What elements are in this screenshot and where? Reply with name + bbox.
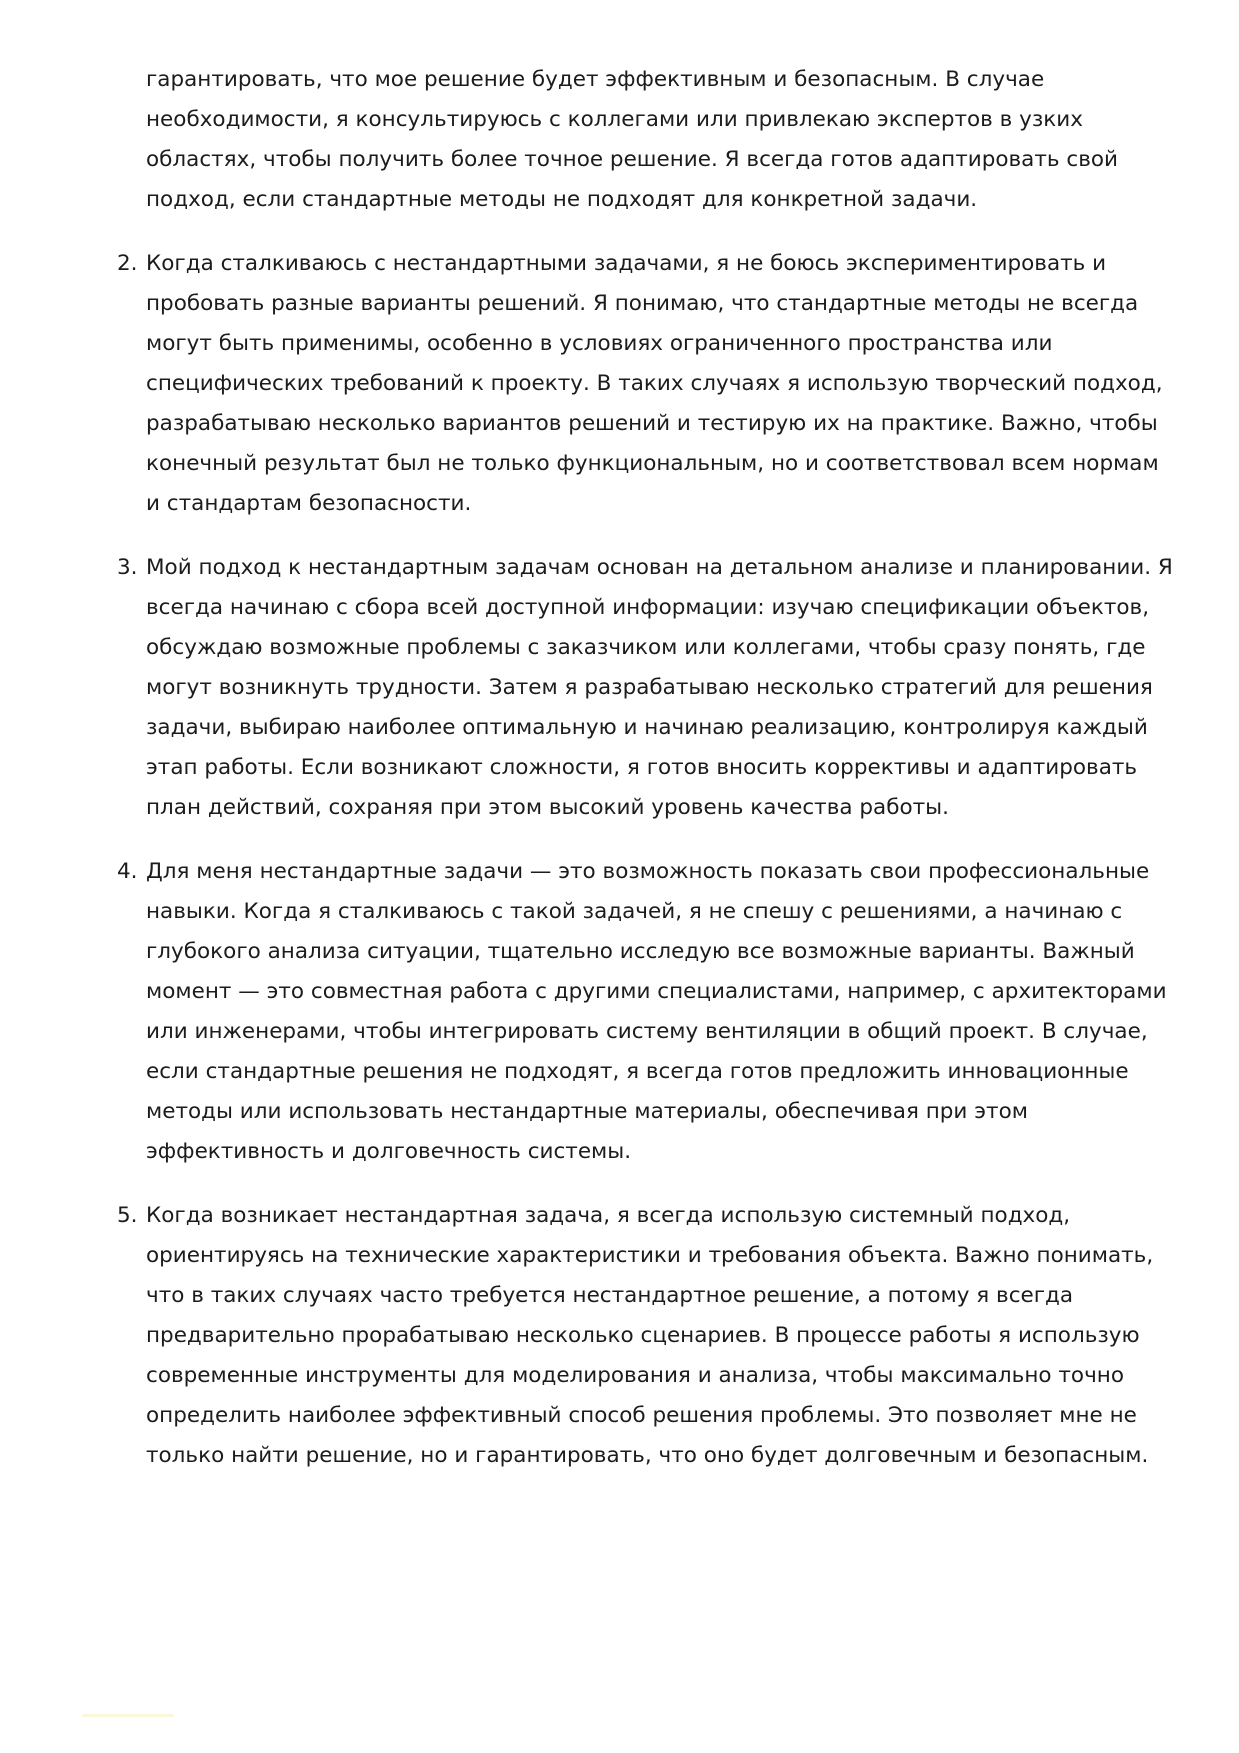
list-item — [117, 548, 1177, 828]
list-item — [117, 852, 1177, 1172]
list-item-text: Для меня нестандартные задачи — это возможность показать свои профессиональные навыки. Когда я сталкиваюсь с такой задачей, я не спешу с решениями, а начинаю с глубокого анализа ситуации, тщательно исследую все возможные варианты. Важный момент — это совместная работа с другими специалистами, например, с архитекторами или инженерами, чтобы интегрировать систему вентиляции в общий проект. В случае, если стандартные решения не подходят, я всегда готов предложить инновационные методы или использовать нестандартные материалы, обеспечивая при этом эффективность и долговечность системы. — [146, 859, 1167, 1164]
list-item-number: 3. — [117, 555, 138, 580]
list-item-number: 5. — [117, 1203, 138, 1228]
list-item-text: Когда сталкиваюсь с нестандартными задачами, я не боюсь экспериментировать и пробовать разные варианты решений. Я понимаю, что стандартные методы не всегда могут быть применимы, особенно в условиях ограниченного пространства или специфических требований к проекту. В таких случаях я использую творческий подход, разрабатываю несколько вариантов решений и тестирую их на практике. Важно, чтобы конечный результат был не только функциональным, но и соответствовал всем нормам и стандартам безопасности. — [146, 251, 1163, 516]
list-item — [117, 1196, 1177, 1476]
page-bottom-mark — [82, 1714, 174, 1717]
list-item — [117, 244, 1177, 524]
list-item-number: 2. — [117, 251, 138, 276]
list-item-text: Мой подход к нестандартным задачам основан на детальном анализе и планировании. Я всегда начинаю с сбора всей доступной информации: изучаю спецификации объектов, обсуждаю возможные проблемы с заказчиком или коллегами, чтобы сразу понять, где могут возникнуть трудности. Затем я разрабатываю несколько стратегий для решения задачи, выбираю наиболее оптимальную и начинаю реализацию, контролируя каждый этап работы. Если возникают сложности, я готов вносить коррективы и адаптировать план действий, сохраняя при этом высокий уровень качества работы. — [146, 555, 1173, 820]
list-item-number: 4. — [117, 859, 138, 884]
document-body — [117, 60, 1177, 1500]
continuation-paragraph: гарантировать, что мое решение будет эффективным и безопасным. В случае необходимости, я консультируюсь с коллегами или привлекаю экспертов в узких областях, чтобы получить более точное решение. Я всегда готов адаптировать свой подход, если стандартные методы не подходят для конкретной задачи. — [146, 67, 1118, 212]
numbered-list — [117, 244, 1177, 1476]
list-item-text: Когда возникает нестандартная задача, я всегда использую системный подход, ориентируясь на технические характеристики и требования объекта. Важно понимать, что в таких случаях часто требуется нестандартное решение, а потому я всегда предварительно прорабатываю несколько сценариев. В процессе работы я использую современные инструменты для моделирования и анализа, чтобы максимально точно определить наиболее эффективный способ решения проблемы. Это позволяет мне не только найти решение, но и гарантировать, что оно будет долговечным и безопасным. — [146, 1203, 1154, 1468]
